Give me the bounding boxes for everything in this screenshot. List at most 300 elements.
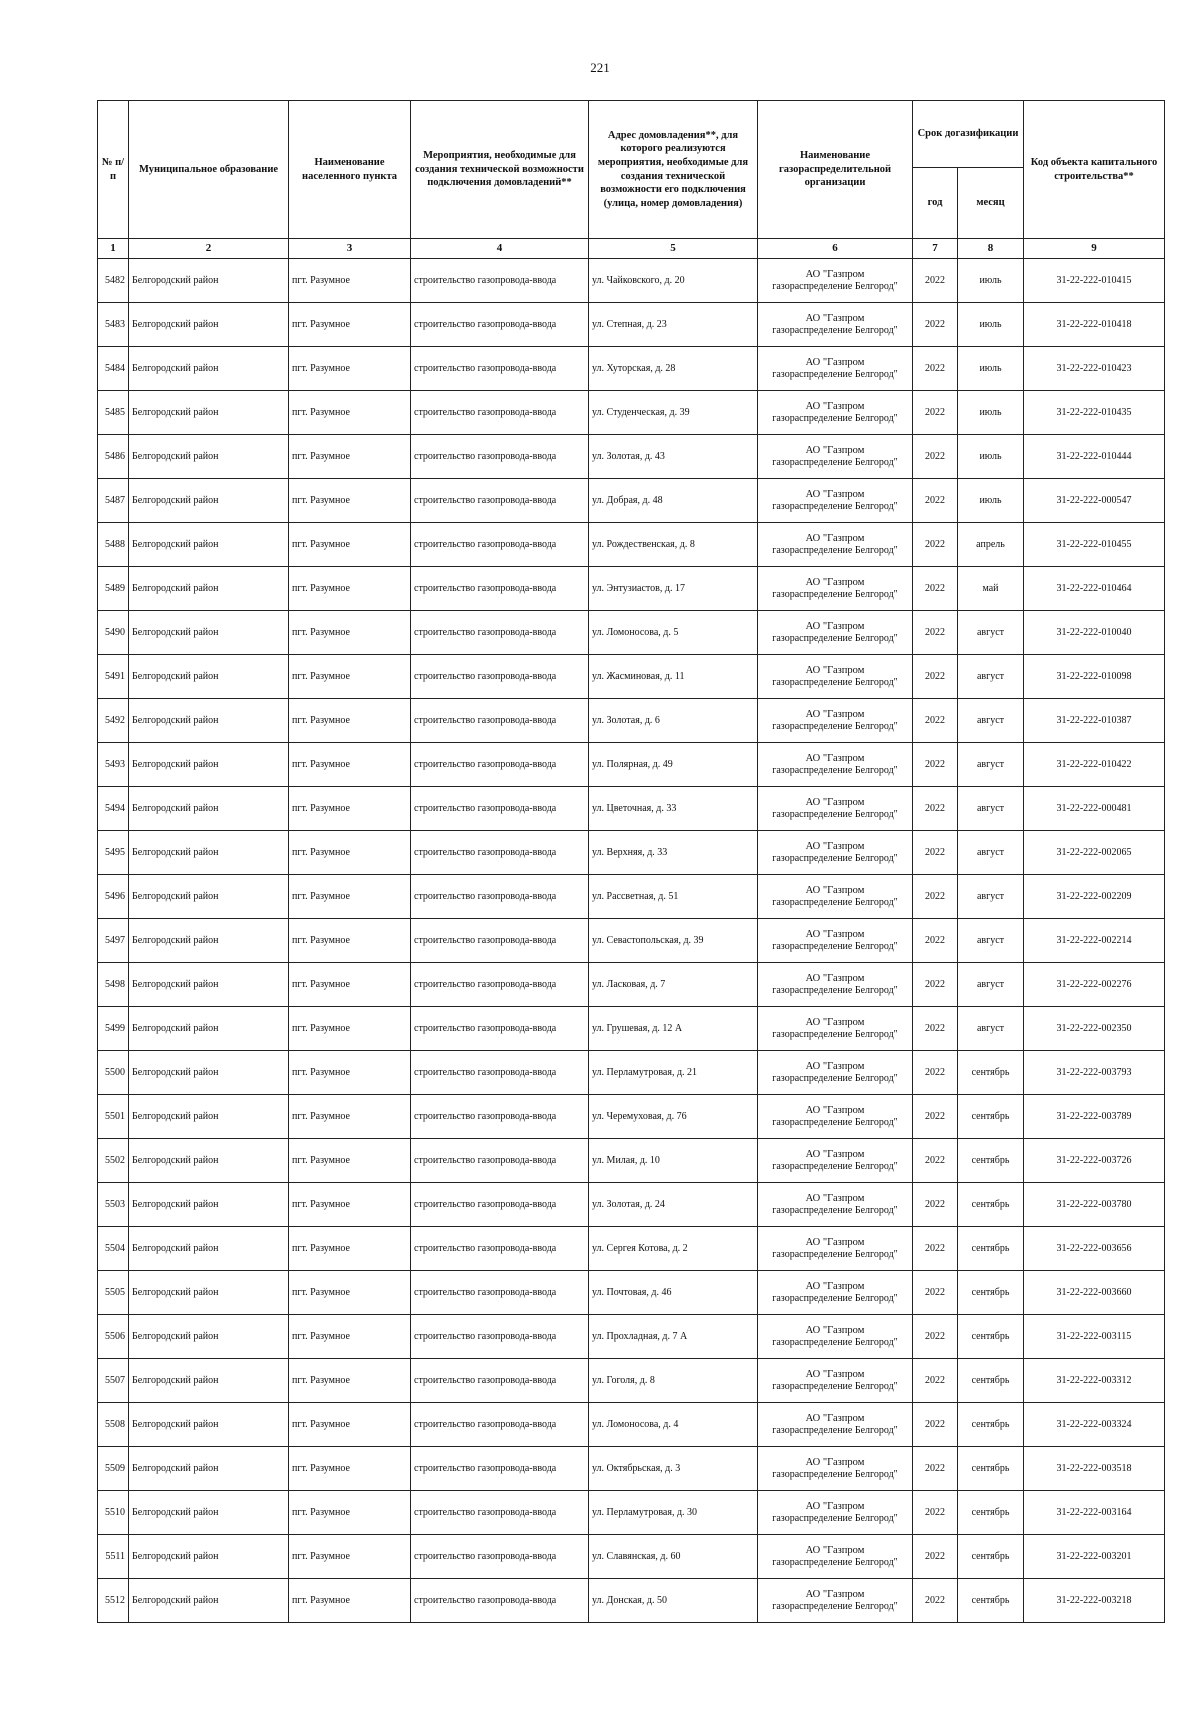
cell-code: 31-22-222-002065 <box>1024 831 1165 875</box>
cell-year: 2022 <box>913 567 958 611</box>
cell-month: сентябрь <box>958 1271 1024 1315</box>
cell-row-number: 5496 <box>98 875 129 919</box>
cell-address: ул. Севастопольская, д. 39 <box>589 919 758 963</box>
cell-settlement: пгт. Разумное <box>289 303 411 347</box>
cell-address: ул. Добрая, д. 48 <box>589 479 758 523</box>
cell-org <box>758 347 913 391</box>
table-row <box>98 1491 1165 1535</box>
cell-settlement: пгт. Разумное <box>289 391 411 435</box>
table-row <box>98 1007 1165 1051</box>
cell-municipality: Белгородский район <box>129 1051 289 1095</box>
cell-address: ул. Верхняя, д. 33 <box>589 831 758 875</box>
cell-org <box>758 611 913 655</box>
cell-settlement: пгт. Разумное <box>289 435 411 479</box>
cell-measure: строительство газопровода-ввода <box>411 1095 589 1139</box>
cell-org <box>758 743 913 787</box>
cell-month: июль <box>958 391 1024 435</box>
cell-month: август <box>958 743 1024 787</box>
org-line-1: АО "Газпром <box>805 840 865 852</box>
cell-year: 2022 <box>913 523 958 567</box>
cell-org <box>758 1579 913 1623</box>
cell-measure: строительство газопровода-ввода <box>411 567 589 611</box>
cell-code: 31-22-222-003218 <box>1024 1579 1165 1623</box>
cell-year: 2022 <box>913 611 958 655</box>
cell-row-number: 5510 <box>98 1491 129 1535</box>
cell-year: 2022 <box>913 699 958 743</box>
cell-municipality: Белгородский район <box>129 391 289 435</box>
cell-row-number: 5482 <box>98 259 129 303</box>
org-line-2: газораспределение Белгород" <box>772 1512 898 1524</box>
cell-measure: строительство газопровода-ввода <box>411 831 589 875</box>
cell-address: ул. Почтовая, д. 46 <box>589 1271 758 1315</box>
table-row <box>98 1403 1165 1447</box>
org-line-1: АО "Газпром <box>805 972 865 984</box>
org-line-1: АО "Газпром <box>805 1500 865 1512</box>
org-line-1: АО "Газпром <box>805 312 865 324</box>
cell-code: 31-22-222-010040 <box>1024 611 1165 655</box>
org-line-1: АО "Газпром <box>805 796 865 808</box>
org-line-1: АО "Газпром <box>805 752 865 764</box>
header-org: Наименование газораспределительной организации <box>758 101 913 239</box>
cell-org <box>758 1359 913 1403</box>
cell-measure: строительство газопровода-ввода <box>411 523 589 567</box>
cell-org <box>758 1051 913 1095</box>
cell-settlement: пгт. Разумное <box>289 479 411 523</box>
column-number: 8 <box>958 239 1024 259</box>
org-line-2: газораспределение Белгород" <box>772 940 898 952</box>
cell-settlement: пгт. Разумное <box>289 1447 411 1491</box>
cell-settlement: пгт. Разумное <box>289 1359 411 1403</box>
cell-settlement: пгт. Разумное <box>289 1095 411 1139</box>
cell-year: 2022 <box>913 1183 958 1227</box>
cell-code: 31-22-222-010444 <box>1024 435 1165 479</box>
org-line-1: АО "Газпром <box>805 928 865 940</box>
cell-year: 2022 <box>913 347 958 391</box>
table-row <box>98 567 1165 611</box>
cell-org <box>758 699 913 743</box>
cell-measure: строительство газопровода-ввода <box>411 1183 589 1227</box>
header-municipality: Муниципальное образование <box>129 101 289 239</box>
cell-month: август <box>958 875 1024 919</box>
org-line-1: АО "Газпром <box>805 664 865 676</box>
cell-code: 31-22-222-003780 <box>1024 1183 1165 1227</box>
cell-month: сентябрь <box>958 1579 1024 1623</box>
cell-year: 2022 <box>913 391 958 435</box>
cell-address: ул. Студенческая, д. 39 <box>589 391 758 435</box>
header-num: № п/п <box>98 101 129 239</box>
cell-code: 31-22-222-010455 <box>1024 523 1165 567</box>
table-row <box>98 259 1165 303</box>
cell-month: май <box>958 567 1024 611</box>
cell-month: апрель <box>958 523 1024 567</box>
org-line-1: АО "Газпром <box>805 1104 865 1116</box>
cell-municipality: Белгородский район <box>129 1359 289 1403</box>
cell-address: ул. Золотая, д. 43 <box>589 435 758 479</box>
org-line-2: газораспределение Белгород" <box>772 1468 898 1480</box>
cell-row-number: 5507 <box>98 1359 129 1403</box>
org-line-2: газораспределение Белгород" <box>772 1556 898 1568</box>
cell-org <box>758 1535 913 1579</box>
org-line-2: газораспределение Белгород" <box>772 764 898 776</box>
org-line-2: газораспределение Белгород" <box>772 1424 898 1436</box>
cell-code: 31-22-222-002350 <box>1024 1007 1165 1051</box>
cell-code: 31-22-222-003660 <box>1024 1271 1165 1315</box>
cell-row-number: 5512 <box>98 1579 129 1623</box>
cell-year: 2022 <box>913 1491 958 1535</box>
org-line-2: газораспределение Белгород" <box>772 456 898 468</box>
cell-row-number: 5492 <box>98 699 129 743</box>
cell-measure: строительство газопровода-ввода <box>411 1227 589 1271</box>
org-line-2: газораспределение Белгород" <box>772 852 898 864</box>
cell-year: 2022 <box>913 1359 958 1403</box>
cell-measure: строительство газопровода-ввода <box>411 1315 589 1359</box>
cell-month: сентябрь <box>958 1315 1024 1359</box>
cell-row-number: 5511 <box>98 1535 129 1579</box>
table-row <box>98 963 1165 1007</box>
cell-row-number: 5487 <box>98 479 129 523</box>
cell-org <box>758 1139 913 1183</box>
cell-municipality: Белгородский район <box>129 1271 289 1315</box>
org-line-1: АО "Газпром <box>805 884 865 896</box>
cell-settlement: пгт. Разумное <box>289 1403 411 1447</box>
cell-municipality: Белгородский район <box>129 1535 289 1579</box>
org-line-1: АО "Газпром <box>805 268 865 280</box>
cell-address: ул. Ломоносова, д. 5 <box>589 611 758 655</box>
cell-org <box>758 303 913 347</box>
cell-org <box>758 567 913 611</box>
cell-month: август <box>958 655 1024 699</box>
org-line-1: АО "Газпром <box>805 576 865 588</box>
table-row <box>98 1535 1165 1579</box>
cell-settlement: пгт. Разумное <box>289 611 411 655</box>
cell-municipality: Белгородский район <box>129 435 289 479</box>
cell-org <box>758 479 913 523</box>
cell-row-number: 5501 <box>98 1095 129 1139</box>
cell-municipality: Белгородский район <box>129 523 289 567</box>
header-year: год <box>913 168 958 239</box>
cell-address: ул. Рождественская, д. 8 <box>589 523 758 567</box>
cell-settlement: пгт. Разумное <box>289 1183 411 1227</box>
cell-address: ул. Сергея Котова, д. 2 <box>589 1227 758 1271</box>
org-line-2: газораспределение Белгород" <box>772 632 898 644</box>
cell-settlement: пгт. Разумное <box>289 347 411 391</box>
cell-code: 31-22-222-002214 <box>1024 919 1165 963</box>
org-line-1: АО "Газпром <box>805 1544 865 1556</box>
table-row <box>98 655 1165 699</box>
table-row <box>98 743 1165 787</box>
cell-municipality: Белгородский район <box>129 1227 289 1271</box>
cell-municipality: Белгородский район <box>129 567 289 611</box>
cell-row-number: 5495 <box>98 831 129 875</box>
cell-municipality: Белгородский район <box>129 479 289 523</box>
cell-month: август <box>958 831 1024 875</box>
cell-measure: строительство газопровода-ввода <box>411 1491 589 1535</box>
cell-org <box>758 1403 913 1447</box>
cell-address: ул. Золотая, д. 24 <box>589 1183 758 1227</box>
cell-municipality: Белгородский район <box>129 919 289 963</box>
cell-municipality: Белгородский район <box>129 699 289 743</box>
cell-address: ул. Золотая, д. 6 <box>589 699 758 743</box>
cell-month: сентябрь <box>958 1447 1024 1491</box>
cell-measure: строительство газопровода-ввода <box>411 611 589 655</box>
cell-code: 31-22-222-003164 <box>1024 1491 1165 1535</box>
cell-settlement: пгт. Разумное <box>289 523 411 567</box>
cell-year: 2022 <box>913 875 958 919</box>
org-line-2: газораспределение Белгород" <box>772 1160 898 1172</box>
cell-row-number: 5499 <box>98 1007 129 1051</box>
org-line-2: газораспределение Белгород" <box>772 280 898 292</box>
cell-settlement: пгт. Разумное <box>289 875 411 919</box>
table-row <box>98 1095 1165 1139</box>
cell-code: 31-22-222-003726 <box>1024 1139 1165 1183</box>
cell-municipality: Белгородский район <box>129 875 289 919</box>
org-line-2: газораспределение Белгород" <box>772 984 898 996</box>
cell-municipality: Белгородский район <box>129 1315 289 1359</box>
org-line-2: газораспределение Белгород" <box>772 1336 898 1348</box>
table-row <box>98 919 1165 963</box>
cell-year: 2022 <box>913 787 958 831</box>
cell-org <box>758 1007 913 1051</box>
cell-measure: строительство газопровода-ввода <box>411 655 589 699</box>
cell-address: ул. Гоголя, д. 8 <box>589 1359 758 1403</box>
cell-measure: строительство газопровода-ввода <box>411 303 589 347</box>
cell-settlement: пгт. Разумное <box>289 567 411 611</box>
org-line-1: АО "Газпром <box>805 1456 865 1468</box>
org-line-2: газораспределение Белгород" <box>772 720 898 732</box>
cell-measure: строительство газопровода-ввода <box>411 1447 589 1491</box>
cell-month: сентябрь <box>958 1183 1024 1227</box>
cell-measure: строительство газопровода-ввода <box>411 787 589 831</box>
cell-code: 31-22-222-003789 <box>1024 1095 1165 1139</box>
cell-row-number: 5494 <box>98 787 129 831</box>
cell-code: 31-22-222-000481 <box>1024 787 1165 831</box>
org-line-2: газораспределение Белгород" <box>772 544 898 556</box>
cell-measure: строительство газопровода-ввода <box>411 963 589 1007</box>
org-line-2: газораспределение Белгород" <box>772 1204 898 1216</box>
cell-year: 2022 <box>913 743 958 787</box>
cell-settlement: пгт. Разумное <box>289 963 411 1007</box>
table-row <box>98 1315 1165 1359</box>
cell-year: 2022 <box>913 1139 958 1183</box>
table-row <box>98 875 1165 919</box>
cell-address: ул. Грушевая, д. 12 А <box>589 1007 758 1051</box>
column-number: 7 <box>913 239 958 259</box>
cell-row-number: 5489 <box>98 567 129 611</box>
cell-month: сентябрь <box>958 1491 1024 1535</box>
cell-org <box>758 875 913 919</box>
cell-measure: строительство газопровода-ввода <box>411 743 589 787</box>
cell-address: ул. Перламутровая, д. 21 <box>589 1051 758 1095</box>
org-line-1: АО "Газпром <box>805 1016 865 1028</box>
cell-year: 2022 <box>913 1095 958 1139</box>
cell-month: июль <box>958 259 1024 303</box>
cell-measure: строительство газопровода-ввода <box>411 875 589 919</box>
cell-row-number: 5483 <box>98 303 129 347</box>
org-line-2: газораспределение Белгород" <box>772 808 898 820</box>
org-line-1: АО "Газпром <box>805 1236 865 1248</box>
cell-address: ул. Степная, д. 23 <box>589 303 758 347</box>
column-number: 9 <box>1024 239 1165 259</box>
table-row <box>98 787 1165 831</box>
table-row <box>98 1183 1165 1227</box>
cell-month: август <box>958 787 1024 831</box>
cell-settlement: пгт. Разумное <box>289 831 411 875</box>
cell-code: 31-22-222-003793 <box>1024 1051 1165 1095</box>
cell-code: 31-22-222-010435 <box>1024 391 1165 435</box>
cell-measure: строительство газопровода-ввода <box>411 259 589 303</box>
cell-address: ул. Хуторская, д. 28 <box>589 347 758 391</box>
cell-year: 2022 <box>913 259 958 303</box>
cell-municipality: Белгородский район <box>129 1447 289 1491</box>
cell-month: август <box>958 963 1024 1007</box>
cell-row-number: 5498 <box>98 963 129 1007</box>
page-number: 221 <box>590 60 610 75</box>
table-row <box>98 347 1165 391</box>
org-line-1: АО "Газпром <box>805 1588 865 1600</box>
cell-row-number: 5486 <box>98 435 129 479</box>
cell-municipality: Белгородский район <box>129 1403 289 1447</box>
table-row <box>98 1359 1165 1403</box>
org-line-1: АО "Газпром <box>805 532 865 544</box>
cell-address: ул. Славянская, д. 60 <box>589 1535 758 1579</box>
cell-settlement: пгт. Разумное <box>289 1007 411 1051</box>
cell-org <box>758 1491 913 1535</box>
cell-year: 2022 <box>913 1447 958 1491</box>
cell-municipality: Белгородский район <box>129 831 289 875</box>
cell-address: ул. Цветочная, д. 33 <box>589 787 758 831</box>
cell-row-number: 5497 <box>98 919 129 963</box>
cell-org <box>758 787 913 831</box>
cell-org <box>758 1447 913 1491</box>
cell-row-number: 5500 <box>98 1051 129 1095</box>
cell-measure: строительство газопровода-ввода <box>411 1271 589 1315</box>
table-row <box>98 611 1165 655</box>
org-line-1: АО "Газпром <box>805 1060 865 1072</box>
cell-month: июль <box>958 435 1024 479</box>
cell-settlement: пгт. Разумное <box>289 655 411 699</box>
cell-measure: строительство газопровода-ввода <box>411 391 589 435</box>
cell-municipality: Белгородский район <box>129 259 289 303</box>
header-term: Срок догазификации <box>913 101 1024 168</box>
table-row <box>98 523 1165 567</box>
org-line-1: АО "Газпром <box>805 1324 865 1336</box>
cell-year: 2022 <box>913 831 958 875</box>
header-address: Адрес домовладения**, для которого реализуются мероприятия, необходимые для создания технической возможности его подключения (улица, номер домовладения) <box>589 101 758 239</box>
column-number: 6 <box>758 239 913 259</box>
table-row <box>98 479 1165 523</box>
cell-month: сентябрь <box>958 1403 1024 1447</box>
cell-code: 31-22-222-010464 <box>1024 567 1165 611</box>
cell-municipality: Белгородский район <box>129 963 289 1007</box>
cell-address: ул. Ласковая, д. 7 <box>589 963 758 1007</box>
cell-municipality: Белгородский район <box>129 1139 289 1183</box>
cell-municipality: Белгородский район <box>129 1579 289 1623</box>
cell-org <box>758 435 913 479</box>
cell-row-number: 5508 <box>98 1403 129 1447</box>
cell-row-number: 5490 <box>98 611 129 655</box>
cell-month: июль <box>958 303 1024 347</box>
cell-row-number: 5503 <box>98 1183 129 1227</box>
org-line-2: газораспределение Белгород" <box>772 676 898 688</box>
cell-year: 2022 <box>913 1579 958 1623</box>
cell-year: 2022 <box>913 1535 958 1579</box>
cell-code: 31-22-222-010387 <box>1024 699 1165 743</box>
cell-month: сентябрь <box>958 1359 1024 1403</box>
cell-row-number: 5504 <box>98 1227 129 1271</box>
column-number: 2 <box>129 239 289 259</box>
cell-code: 31-22-222-003518 <box>1024 1447 1165 1491</box>
cell-measure: строительство газопровода-ввода <box>411 435 589 479</box>
cell-municipality: Белгородский район <box>129 1007 289 1051</box>
cell-measure: строительство газопровода-ввода <box>411 1535 589 1579</box>
table-row <box>98 1579 1165 1623</box>
org-line-2: газораспределение Белгород" <box>772 1248 898 1260</box>
cell-code: 31-22-222-010423 <box>1024 347 1165 391</box>
column-number: 1 <box>98 239 129 259</box>
cell-settlement: пгт. Разумное <box>289 787 411 831</box>
cell-measure: строительство газопровода-ввода <box>411 347 589 391</box>
org-line-2: газораспределение Белгород" <box>772 1600 898 1612</box>
cell-org <box>758 259 913 303</box>
org-line-1: АО "Газпром <box>805 1368 865 1380</box>
cell-measure: строительство газопровода-ввода <box>411 1403 589 1447</box>
cell-measure: строительство газопровода-ввода <box>411 479 589 523</box>
cell-municipality: Белгородский район <box>129 1491 289 1535</box>
cell-row-number: 5485 <box>98 391 129 435</box>
cell-settlement: пгт. Разумное <box>289 699 411 743</box>
cell-code: 31-22-222-010418 <box>1024 303 1165 347</box>
cell-settlement: пгт. Разумное <box>289 1315 411 1359</box>
cell-year: 2022 <box>913 1315 958 1359</box>
cell-address: ул. Милая, д. 10 <box>589 1139 758 1183</box>
cell-year: 2022 <box>913 655 958 699</box>
cell-measure: строительство газопровода-ввода <box>411 1359 589 1403</box>
org-line-2: газораспределение Белгород" <box>772 324 898 336</box>
cell-month: сентябрь <box>958 1139 1024 1183</box>
cell-year: 2022 <box>913 1007 958 1051</box>
table-body <box>98 259 1165 1623</box>
org-line-2: газораспределение Белгород" <box>772 500 898 512</box>
header-settlement: Наименование населенного пункта <box>289 101 411 239</box>
org-line-2: газораспределение Белгород" <box>772 412 898 424</box>
table-row <box>98 1447 1165 1491</box>
cell-measure: строительство газопровода-ввода <box>411 1579 589 1623</box>
cell-code: 31-22-222-010098 <box>1024 655 1165 699</box>
cell-row-number: 5505 <box>98 1271 129 1315</box>
table-row <box>98 831 1165 875</box>
cell-address: ул. Перламутровая, д. 30 <box>589 1491 758 1535</box>
org-line-1: АО "Газпром <box>805 488 865 500</box>
table-row <box>98 1051 1165 1095</box>
cell-municipality: Белгородский район <box>129 655 289 699</box>
cell-org <box>758 523 913 567</box>
cell-code: 31-22-222-002276 <box>1024 963 1165 1007</box>
table-row <box>98 699 1165 743</box>
org-line-1: АО "Газпром <box>805 400 865 412</box>
cell-settlement: пгт. Разумное <box>289 1491 411 1535</box>
column-number: 3 <box>289 239 411 259</box>
cell-address: ул. Рассветная, д. 51 <box>589 875 758 919</box>
cell-code: 31-22-222-002209 <box>1024 875 1165 919</box>
cell-year: 2022 <box>913 1051 958 1095</box>
cell-row-number: 5491 <box>98 655 129 699</box>
cell-address: ул. Жасминовая, д. 11 <box>589 655 758 699</box>
cell-org <box>758 963 913 1007</box>
cell-address: ул. Прохладная, д. 7 А <box>589 1315 758 1359</box>
cell-measure: строительство газопровода-ввода <box>411 1139 589 1183</box>
cell-org <box>758 1183 913 1227</box>
org-line-1: АО "Газпром <box>805 1412 865 1424</box>
